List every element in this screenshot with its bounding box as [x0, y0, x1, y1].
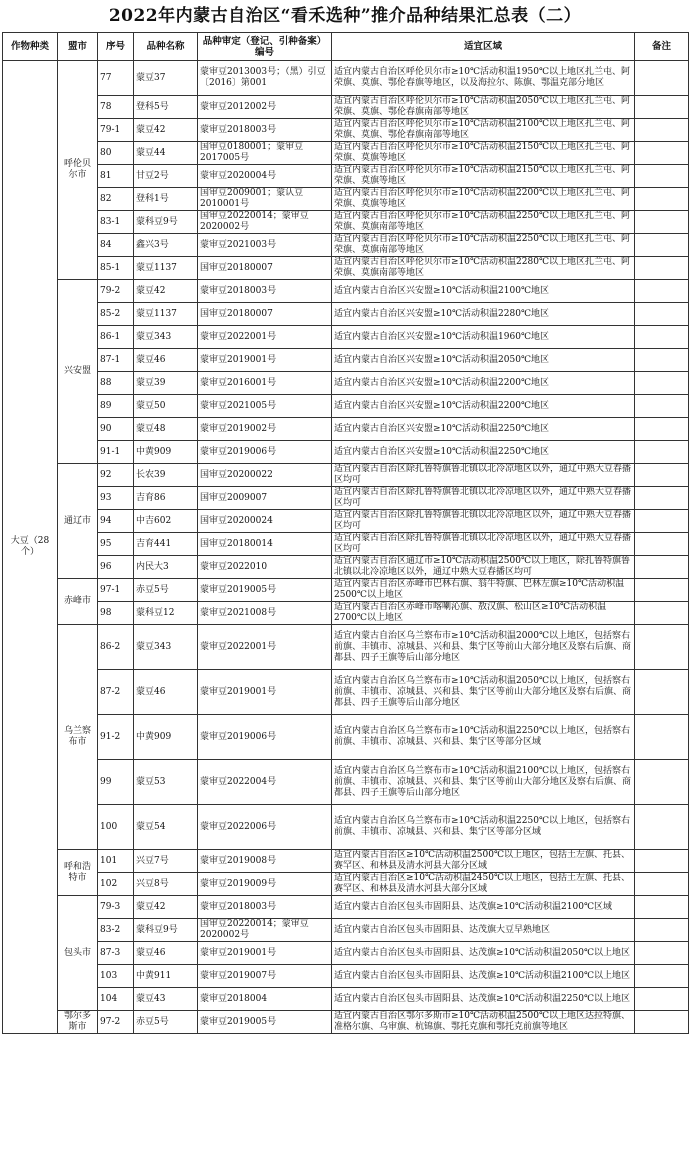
cell-remark: [635, 670, 689, 715]
cell-no: 99: [98, 760, 134, 805]
table-row: [3, 850, 689, 873]
cell-registration: 国审豆20200024: [198, 510, 332, 533]
crop-cell: 大豆（28个）: [3, 61, 58, 1034]
cell-remark: [635, 372, 689, 395]
cell-area: 适宜内蒙古自治区包头市固阳县、达茂旗≥10℃活动积温2100℃区域: [332, 896, 635, 919]
table-row: [3, 464, 689, 487]
cell-name: 蒙豆42: [134, 896, 198, 919]
cell-name: 蒙豆42: [134, 119, 198, 142]
cell-name: 蒙豆42: [134, 280, 198, 303]
table-row: [3, 487, 689, 510]
table-row: [3, 61, 689, 96]
header-name: 品种名称: [134, 33, 198, 61]
cell-no: 95: [98, 533, 134, 556]
cell-area: 适宜内蒙古自治区呼伦贝尔市≥10℃活动积温2250℃以上地区扎兰屯、阿荣旗、莫旗南部等地区: [332, 211, 635, 234]
cell-remark: [635, 1011, 689, 1034]
cell-no: 93: [98, 487, 134, 510]
cell-name: 吉育441: [134, 533, 198, 556]
cell-remark: [635, 556, 689, 579]
cell-area: 适宜内蒙古自治区除扎鲁特旗鲁北镇以北冷凉地区以外，通辽中熟大豆春播区均可: [332, 487, 635, 510]
cell-area: 适宜内蒙古自治区除扎鲁特旗鲁北镇以北冷凉地区以外，通辽中熟大豆春播区均可: [332, 464, 635, 487]
cell-name: 赤豆5号: [134, 579, 198, 602]
table-row: [3, 579, 689, 602]
cell-no: 87-3: [98, 942, 134, 965]
table-row: [3, 418, 689, 441]
cell-name: 中黄911: [134, 965, 198, 988]
table-row: [3, 303, 689, 326]
cell-registration: 蒙审豆2019009号: [198, 873, 332, 896]
table-row: [3, 441, 689, 464]
cell-no: 91-1: [98, 441, 134, 464]
cell-area: 适宜内蒙古自治区呼伦贝尔市≥10℃活动积温1950℃以上地区扎兰屯、阿荣旗、莫旗、鄂伦春旗等地区，以及海拉尔、陈旗、鄂温克部分地区: [332, 61, 635, 96]
cell-area: 适宜内蒙古自治区除扎鲁特旗鲁北镇以北冷凉地区以外，通辽中熟大豆春播区均可: [332, 533, 635, 556]
table-body: [3, 61, 689, 1034]
table-row: [3, 715, 689, 760]
cell-registration: 蒙审豆2022006号: [198, 805, 332, 850]
cell-registration: 蒙审豆2018003号: [198, 896, 332, 919]
cell-remark: [635, 188, 689, 211]
cell-remark: [635, 165, 689, 188]
cell-area: 适宜内蒙古自治区≥10℃活动积温2500℃以上地区，包括土左旗、托县、赛罕区、和林县及清水河县大部分区域: [332, 850, 635, 873]
cell-name: 蒙豆37: [134, 61, 198, 96]
cell-area: 适宜内蒙古自治区赤峰市喀喇沁旗、敖汉旗、松山区≥10℃活动积温2700℃以上地区: [332, 602, 635, 625]
cell-no: 86-1: [98, 326, 134, 349]
cell-registration: 蒙审豆2019007号: [198, 965, 332, 988]
cell-remark: [635, 349, 689, 372]
cell-area: 适宜内蒙古自治区兴安盟≥10℃活动积温2200℃地区: [332, 395, 635, 418]
cell-name: 蒙豆1137: [134, 303, 198, 326]
cell-registration: 蒙审豆2019001号: [198, 670, 332, 715]
cell-name: 甘豆2号: [134, 165, 198, 188]
cell-no: 103: [98, 965, 134, 988]
cell-name: 长农39: [134, 464, 198, 487]
cell-name: 蒙豆50: [134, 395, 198, 418]
region-cell: 呼和浩特市: [58, 850, 98, 896]
cell-remark: [635, 418, 689, 441]
cell-registration: 蒙审豆2013003号；（黑）引豆〔2016〕第001: [198, 61, 332, 96]
cell-no: 100: [98, 805, 134, 850]
table-row: [3, 280, 689, 303]
table-row: [3, 1011, 689, 1034]
cell-remark: [635, 760, 689, 805]
cell-no: 86-2: [98, 625, 134, 670]
table-row: [3, 395, 689, 418]
cell-registration: 国审豆20220014；蒙审豆2020002号: [198, 211, 332, 234]
cell-no: 101: [98, 850, 134, 873]
header-registration: 品种审定（登记、引种备案）编号: [198, 33, 332, 61]
cell-name: 蒙科豆12: [134, 602, 198, 625]
cell-no: 91-2: [98, 715, 134, 760]
cell-registration: 国审豆20180007: [198, 257, 332, 280]
cell-remark: [635, 965, 689, 988]
cell-no: 81: [98, 165, 134, 188]
cell-registration: 蒙审豆2019001号: [198, 349, 332, 372]
cell-name: 蒙豆46: [134, 942, 198, 965]
cell-remark: [635, 919, 689, 942]
table-row: [3, 142, 689, 165]
page-title: 2022年内蒙古自治区“看禾选种”推介品种结果汇总表（二）: [108, 6, 582, 26]
cell-area: 适宜内蒙古自治区兴安盟≥10℃活动积温2200℃地区: [332, 372, 635, 395]
cell-no: 85-2: [98, 303, 134, 326]
cell-area: 适宜内蒙古自治区包头市固阳县、达茂旗大豆早熟地区: [332, 919, 635, 942]
cell-name: 蒙豆343: [134, 326, 198, 349]
cell-registration: 蒙审豆2022010: [198, 556, 332, 579]
cell-name: 蒙豆46: [134, 349, 198, 372]
cell-name: 蒙豆43: [134, 988, 198, 1011]
table-row: [3, 965, 689, 988]
cell-name: 蒙豆46: [134, 670, 198, 715]
cell-remark: [635, 896, 689, 919]
cell-no: 88: [98, 372, 134, 395]
cell-remark: [635, 96, 689, 119]
cell-name: 中吉602: [134, 510, 198, 533]
cell-remark: [635, 487, 689, 510]
cell-name: 吉育86: [134, 487, 198, 510]
cell-name: 蒙豆39: [134, 372, 198, 395]
cell-name: 蒙豆53: [134, 760, 198, 805]
cell-name: 中黄909: [134, 441, 198, 464]
table-row: [3, 602, 689, 625]
cell-registration: 蒙审豆2018004: [198, 988, 332, 1011]
cell-name: 登科5号: [134, 96, 198, 119]
cell-registration: 蒙审豆2021005号: [198, 395, 332, 418]
cell-name: 兴豆8号: [134, 873, 198, 896]
cell-no: 92: [98, 464, 134, 487]
table-row: [3, 670, 689, 715]
cell-registration: 蒙审豆2022004号: [198, 760, 332, 805]
variety-table: [2, 32, 689, 1034]
cell-remark: [635, 234, 689, 257]
cell-name: 兴豆7号: [134, 850, 198, 873]
cell-area: 适宜内蒙古自治区兴安盟≥10℃活动积温2100℃地区: [332, 280, 635, 303]
cell-registration: 蒙审豆2021003号: [198, 234, 332, 257]
cell-no: 84: [98, 234, 134, 257]
cell-no: 97-1: [98, 579, 134, 602]
cell-registration: 国审豆20220014；蒙审豆2020002号: [198, 919, 332, 942]
cell-remark: [635, 303, 689, 326]
cell-remark: [635, 625, 689, 670]
cell-registration: 蒙审豆2022001号: [198, 625, 332, 670]
cell-no: 78: [98, 96, 134, 119]
cell-area: 适宜内蒙古自治区兴安盟≥10℃活动积温2280℃地区: [332, 303, 635, 326]
cell-remark: [635, 602, 689, 625]
cell-no: 89: [98, 395, 134, 418]
table-row: [3, 96, 689, 119]
cell-no: 98: [98, 602, 134, 625]
cell-remark: [635, 395, 689, 418]
cell-remark: [635, 533, 689, 556]
cell-no: 77: [98, 61, 134, 96]
cell-remark: [635, 850, 689, 873]
cell-remark: [635, 579, 689, 602]
region-cell: 乌兰察布市: [58, 625, 98, 850]
table-row: [3, 234, 689, 257]
cell-no: 79-1: [98, 119, 134, 142]
cell-registration: 国审豆2009001；蒙认豆2010001号: [198, 188, 332, 211]
cell-no: 83-1: [98, 211, 134, 234]
header-row: [3, 33, 689, 61]
cell-registration: 国审豆0180001；蒙审豆2017005号: [198, 142, 332, 165]
table-row: [3, 188, 689, 211]
region-cell: 包头市: [58, 896, 98, 1011]
table-row: [3, 119, 689, 142]
cell-area: 适宜内蒙古自治区≥10℃活动积温2450℃以上地区，包括土左旗、托县、赛罕区、和林县及清水河县大部分区域: [332, 873, 635, 896]
table-row: [3, 760, 689, 805]
cell-no: 87-2: [98, 670, 134, 715]
table-row: [3, 326, 689, 349]
cell-no: 79-3: [98, 896, 134, 919]
cell-registration: 蒙审豆2016001号: [198, 372, 332, 395]
cell-registration: 蒙审豆2021008号: [198, 602, 332, 625]
cell-area: 适宜内蒙古自治区兴安盟≥10℃活动积温2250℃地区: [332, 441, 635, 464]
table-row: [3, 165, 689, 188]
cell-area: 适宜内蒙古自治区鄂尔多斯市≥10℃活动积温2500℃以上地区达拉特旗、准格尔旗、乌审旗、杭锦旗、鄂托克旗和鄂托克前旗等地区: [332, 1011, 635, 1034]
cell-remark: [635, 441, 689, 464]
cell-no: 85-1: [98, 257, 134, 280]
cell-area: 适宜内蒙古自治区除扎鲁特旗鲁北镇以北冷凉地区以外，通辽中熟大豆春播区均可: [332, 510, 635, 533]
cell-remark: [635, 510, 689, 533]
table-row: [3, 372, 689, 395]
cell-registration: 蒙审豆2019006号: [198, 441, 332, 464]
cell-remark: [635, 715, 689, 760]
table-row: [3, 211, 689, 234]
region-cell: 鄂尔多斯市: [58, 1011, 98, 1034]
cell-area: 适宜内蒙古自治区呼伦贝尔市≥10℃活动积温2280℃以上地区扎兰屯、阿荣旗、莫旗南部等地区: [332, 257, 635, 280]
cell-registration: 蒙审豆2018003号: [198, 280, 332, 303]
cell-remark: [635, 257, 689, 280]
cell-name: 蒙豆1137: [134, 257, 198, 280]
cell-area: 适宜内蒙古自治区乌兰察布市≥10℃活动积温2250℃以上地区，包括察右前旗、丰镇市、凉城县、兴和县、集宁区等部分区域: [332, 715, 635, 760]
cell-area: 适宜内蒙古自治区包头市固阳县、达茂旗≥10℃活动积温2250℃以上地区: [332, 988, 635, 1011]
cell-name: 蒙豆48: [134, 418, 198, 441]
cell-no: 102: [98, 873, 134, 896]
header-crop: 作物种类: [3, 33, 58, 61]
region-cell: 兴安盟: [58, 280, 98, 464]
cell-remark: [635, 119, 689, 142]
cell-remark: [635, 464, 689, 487]
cell-name: 登科1号: [134, 188, 198, 211]
header-region: 盟市: [58, 33, 98, 61]
cell-remark: [635, 326, 689, 349]
cell-name: 蒙科豆9号: [134, 211, 198, 234]
header-no: 序号: [98, 33, 134, 61]
cell-no: 80: [98, 142, 134, 165]
cell-area: 适宜内蒙古自治区呼伦贝尔市≥10℃活动积温2050℃以上地区扎兰屯、阿荣旗、莫旗、鄂伦春旗南部等地区: [332, 96, 635, 119]
cell-name: 鑫兴3号: [134, 234, 198, 257]
cell-registration: 蒙审豆2019005号: [198, 579, 332, 602]
cell-registration: 国审豆20200022: [198, 464, 332, 487]
cell-no: 83-2: [98, 919, 134, 942]
table-row: [3, 349, 689, 372]
cell-remark: [635, 988, 689, 1011]
cell-no: 90: [98, 418, 134, 441]
cell-remark: [635, 280, 689, 303]
cell-registration: 蒙审豆2019001号: [198, 942, 332, 965]
cell-registration: 蒙审豆2019005号: [198, 1011, 332, 1034]
cell-no: 96: [98, 556, 134, 579]
cell-registration: 国审豆2009007: [198, 487, 332, 510]
header-area: 适宜区域: [332, 33, 635, 61]
cell-name: 中黄909: [134, 715, 198, 760]
table-row: [3, 556, 689, 579]
cell-area: 适宜内蒙古自治区呼伦贝尔市≥10℃活动积温2200℃以上地区扎兰屯、阿荣旗、莫旗等地区: [332, 188, 635, 211]
cell-remark: [635, 142, 689, 165]
cell-area: 适宜内蒙古自治区通辽市≥10℃活动积温2500℃以上地区，除扎鲁特旗鲁北镇以北冷凉地区以外，通辽中熟大豆春播区均可: [332, 556, 635, 579]
cell-registration: 蒙审豆2012002号: [198, 96, 332, 119]
cell-area: 适宜内蒙古自治区包头市固阳县、达茂旗≥10℃活动积温2100℃以上地区: [332, 965, 635, 988]
table-row: [3, 805, 689, 850]
cell-registration: 国审豆20180007: [198, 303, 332, 326]
cell-area: 适宜内蒙古自治区呼伦贝尔市≥10℃活动积温2150℃以上地区扎兰屯、阿荣旗、莫旗等地区: [332, 142, 635, 165]
table-row: [3, 533, 689, 556]
cell-no: 97-2: [98, 1011, 134, 1034]
header-remark: 备注: [635, 33, 689, 61]
cell-name: 蒙豆44: [134, 142, 198, 165]
cell-remark: [635, 873, 689, 896]
table-row: [3, 896, 689, 919]
region-cell: 通辽市: [58, 464, 98, 579]
region-cell: 呼伦贝尔市: [58, 61, 98, 280]
cell-registration: 蒙审豆2019006号: [198, 715, 332, 760]
cell-area: 适宜内蒙古自治区包头市固阳县、达茂旗≥10℃活动积温2050℃以上地区: [332, 942, 635, 965]
cell-name: 蒙豆343: [134, 625, 198, 670]
table-row: [3, 510, 689, 533]
cell-registration: 蒙审豆2022001号: [198, 326, 332, 349]
cell-area: 适宜内蒙古自治区乌兰察布市≥10℃活动积温2250℃以上地区，包括察右前旗、丰镇市、凉城县、兴和县、集宁区等部分区域: [332, 805, 635, 850]
cell-no: 87-1: [98, 349, 134, 372]
cell-no: 82: [98, 188, 134, 211]
cell-remark: [635, 805, 689, 850]
cell-name: 蒙科豆9号: [134, 919, 198, 942]
table-row: [3, 988, 689, 1011]
cell-area: 适宜内蒙古自治区乌兰察布市≥10℃活动积温2050℃以上地区，包括察右前旗、丰镇市、凉城县、兴和县、集宁区等前山大部分地区及察右后旗、商都县、四子王旗等后山部分地区: [332, 670, 635, 715]
cell-no: 104: [98, 988, 134, 1011]
cell-area: 适宜内蒙古自治区兴安盟≥10℃活动积温2050℃地区: [332, 349, 635, 372]
cell-remark: [635, 942, 689, 965]
cell-area: 适宜内蒙古自治区乌兰察布市≥10℃活动积温2100℃以上地区，包括察右前旗、丰镇市、凉城县、兴和县、集宁区等前山大部分地区及察右后旗、商都县、四子王旗等后山部分地区: [332, 760, 635, 805]
cell-name: 赤豆5号: [134, 1011, 198, 1034]
region-cell: 赤峰市: [58, 579, 98, 625]
cell-area: 适宜内蒙古自治区呼伦贝尔市≥10℃活动积温2100℃以上地区扎兰屯、阿荣旗、莫旗、鄂伦春旗南部等地区: [332, 119, 635, 142]
table-row: [3, 942, 689, 965]
cell-area: 适宜内蒙古自治区呼伦贝尔市≥10℃活动积温2250℃以上地区扎兰屯、阿荣旗、莫旗南部等地区: [332, 234, 635, 257]
cell-registration: 蒙审豆2020004号: [198, 165, 332, 188]
cell-area: 适宜内蒙古自治区赤峰市巴林右旗、翁牛特旗、巴林左旗≥10℃活动积温2500℃以上地区: [332, 579, 635, 602]
cell-remark: [635, 61, 689, 96]
cell-no: 94: [98, 510, 134, 533]
cell-area: 适宜内蒙古自治区呼伦贝尔市≥10℃活动积温2150℃以上地区扎兰屯、阿荣旗、莫旗等地区: [332, 165, 635, 188]
cell-name: 蒙豆54: [134, 805, 198, 850]
cell-no: 79-2: [98, 280, 134, 303]
cell-area: 适宜内蒙古自治区兴安盟≥10℃活动积温1960℃地区: [332, 326, 635, 349]
cell-name: 内民大3: [134, 556, 198, 579]
table-row: [3, 919, 689, 942]
cell-registration: 蒙审豆2019008号: [198, 850, 332, 873]
cell-area: 适宜内蒙古自治区兴安盟≥10℃活动积温2250℃地区: [332, 418, 635, 441]
cell-registration: 国审豆20180014: [198, 533, 332, 556]
table-row: [3, 625, 689, 670]
table-row: [3, 257, 689, 280]
cell-registration: 蒙审豆2019002号: [198, 418, 332, 441]
table-row: [3, 873, 689, 896]
cell-registration: 蒙审豆2018003号: [198, 119, 332, 142]
cell-area: 适宜内蒙古自治区乌兰察布市≥10℃活动积温2000℃以上地区，包括察右前旗、丰镇市、凉城县、兴和县、集宁区等前山大部分地区及察右后旗、商都县、四子王旗等后山部分地区: [332, 625, 635, 670]
cell-remark: [635, 211, 689, 234]
